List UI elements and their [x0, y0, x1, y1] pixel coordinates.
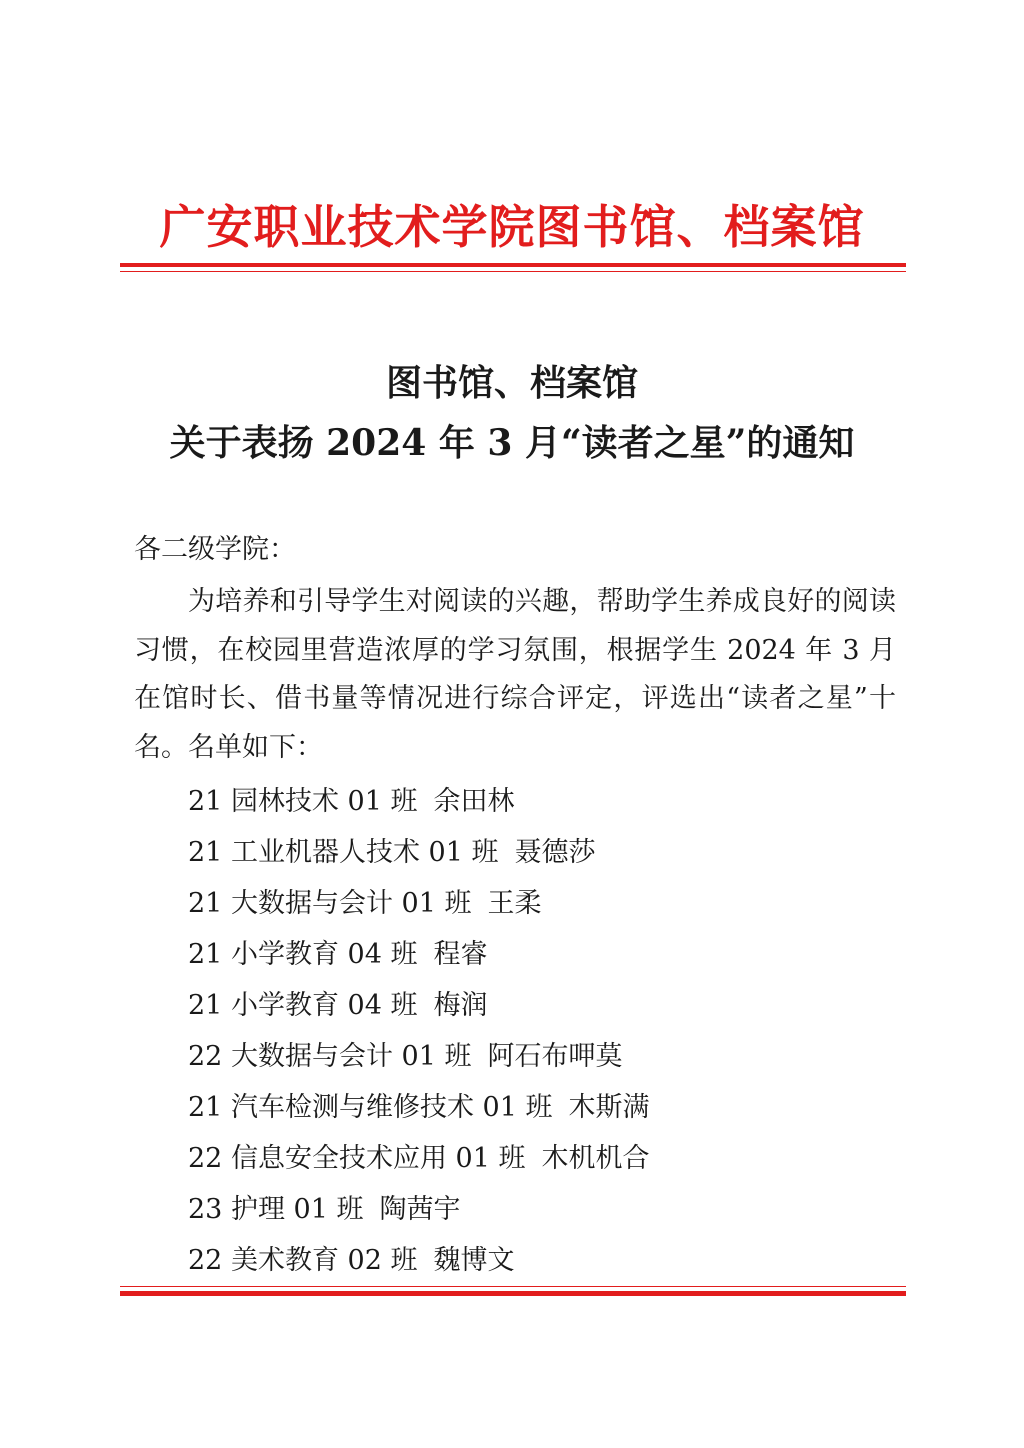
awardee-item — [188, 1031, 649, 1082]
awardee-name: 余田林 — [433, 786, 515, 817]
awardee-class: 23 护理 01 班 — [188, 1194, 364, 1225]
awardee-name: 木机机合 — [541, 1143, 650, 1174]
document-title-line2: 关于表扬 2024 年 3 月“读者之星”的通知 — [169, 422, 855, 464]
salutation: 各二级学院： — [134, 534, 296, 565]
awardee-item — [188, 1184, 649, 1235]
awardee-name: 陶茜宇 — [379, 1194, 461, 1225]
awardee-name: 梅润 — [433, 990, 488, 1021]
awardee-item — [188, 878, 649, 929]
awardee-list — [188, 776, 649, 1286]
awardee-item — [188, 929, 649, 980]
awardee-item — [188, 1082, 649, 1133]
body-paragraph: 为培养和引导学生对阅读的兴趣，帮助学生养成良好的阅读习惯，在校园里营造浓厚的学习氛围，根据学生 2024 年 3 月在馆时长、借书量等情况进行综合评定，评选出“读者之星”十名。名单如下： — [134, 586, 896, 763]
awardee-item — [188, 827, 649, 878]
awardee-name: 魏博文 — [433, 1245, 515, 1276]
footer-rule-thick — [120, 1291, 906, 1296]
awardee-class: 22 美术教育 02 班 — [188, 1245, 418, 1276]
awardee-class: 21 小学教育 04 班 — [188, 939, 418, 970]
footer-rule-thin — [120, 1286, 906, 1287]
organization-header: 广安职业技术学院图书馆、档案馆 — [159, 200, 865, 254]
awardee-class: 21 汽车检测与维修技术 01 班 — [188, 1092, 553, 1123]
awardee-name: 聂德莎 — [514, 837, 596, 868]
awardee-name: 木斯满 — [568, 1092, 650, 1123]
awardee-name: 阿石布呷莫 — [487, 1041, 623, 1072]
awardee-class: 22 大数据与会计 01 班 — [188, 1041, 472, 1072]
awardee-item — [188, 776, 649, 827]
header-rule-thin — [120, 271, 906, 272]
awardee-class: 21 工业机器人技术 01 班 — [188, 837, 499, 868]
awardee-item — [188, 1133, 649, 1184]
awardee-class: 22 信息安全技术应用 01 班 — [188, 1143, 526, 1174]
header-rule-thick — [120, 263, 906, 267]
awardee-item — [188, 980, 649, 1031]
awardee-item — [188, 1235, 649, 1286]
awardee-name: 程睿 — [433, 939, 488, 970]
document-title-line1: 图书馆、档案馆 — [385, 362, 638, 404]
awardee-class: 21 小学教育 04 班 — [188, 990, 418, 1021]
awardee-class: 21 大数据与会计 01 班 — [188, 888, 472, 919]
awardee-name: 王柔 — [487, 888, 542, 919]
awardee-class: 21 园林技术 01 班 — [188, 786, 418, 817]
